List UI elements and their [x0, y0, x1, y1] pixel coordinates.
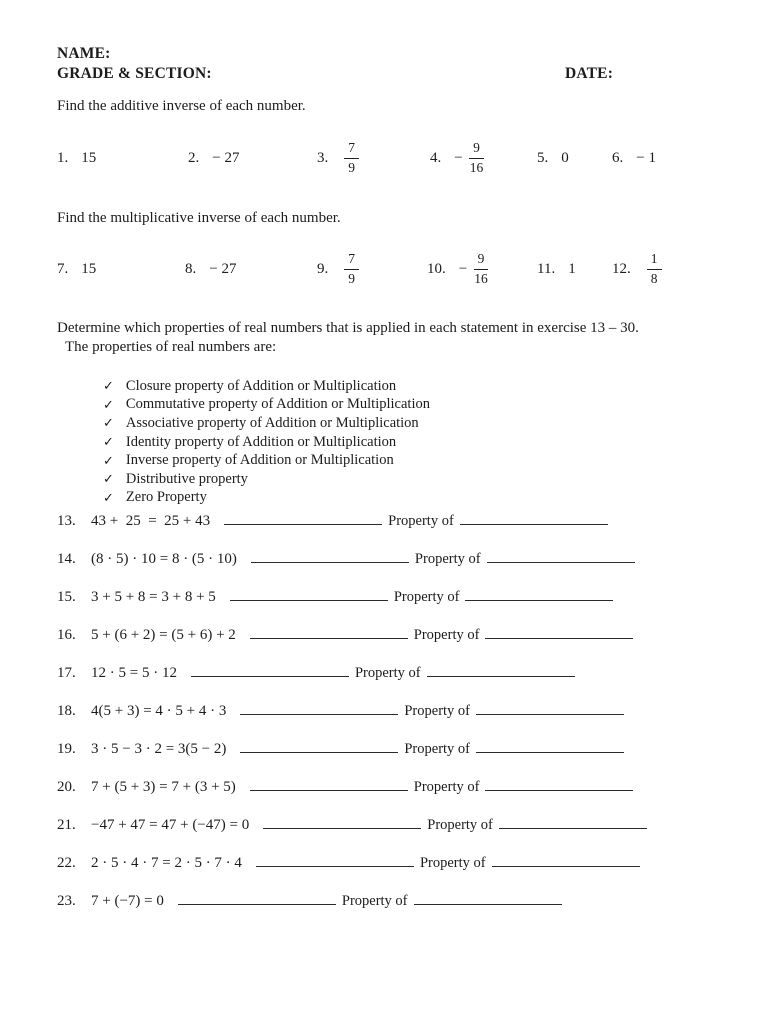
- properties-intro: [57, 319, 639, 357]
- problem-number: 10.: [427, 260, 446, 277]
- exercise-row: [57, 551, 647, 573]
- exercise-row: [57, 817, 647, 839]
- property-list: [103, 377, 430, 507]
- exercise-equation: 12 · 5 = 5 · 12: [91, 665, 177, 681]
- fraction-numerator: 9: [474, 250, 489, 269]
- problem-item: [57, 133, 96, 183]
- exercise-equation: (8 · 5) · 10 = 8 · (5 · 10): [91, 551, 237, 567]
- problem-value: 15: [81, 149, 97, 166]
- exercise-number: 17.: [57, 665, 76, 681]
- property-blank: [485, 638, 633, 639]
- problem-number: 6.: [612, 149, 624, 166]
- fraction: [459, 250, 492, 287]
- answer-blank: [224, 524, 382, 525]
- answer-blank: [250, 790, 408, 791]
- exercise-equation: 5 + (6 + 2) = (5 + 6) + 2: [91, 627, 236, 643]
- problem-value: − 1: [636, 149, 656, 166]
- checkmark-icon: ✓: [103, 396, 114, 412]
- problem-item: [57, 244, 96, 294]
- property-blank: [487, 562, 635, 563]
- problem-value: 0: [561, 149, 569, 166]
- exercise-number: 21.: [57, 817, 76, 833]
- property-of-label: Property of: [404, 703, 470, 719]
- property-list-item: [103, 377, 430, 396]
- problem-number: 5.: [537, 149, 549, 166]
- exercise-number: 13.: [57, 513, 76, 529]
- property-blank: [476, 752, 624, 753]
- property-blank: [414, 904, 562, 905]
- problem-value: 1: [568, 260, 576, 277]
- exercise-equation: 43 + 25 = 25 + 43: [91, 513, 211, 529]
- additive-problems-row: [0, 133, 768, 183]
- problem-item: [317, 133, 359, 183]
- exercise-number: 23.: [57, 893, 76, 909]
- fraction-denominator: 9: [348, 270, 355, 286]
- exercise-row: [57, 589, 647, 611]
- problem-number: 2.: [188, 149, 200, 166]
- fraction: [454, 139, 487, 176]
- fraction-denominator: 16: [474, 270, 488, 286]
- problem-number: 3.: [317, 149, 329, 166]
- fraction-denominator: 16: [469, 159, 484, 175]
- exercise-list: [57, 513, 647, 931]
- exercise-number: 16.: [57, 627, 76, 643]
- multiplicative-instruction: Find the multiplicative inverse of each number.: [57, 210, 341, 226]
- property-of-label: Property of: [419, 855, 486, 871]
- multiplicative-problems-row: [0, 244, 768, 294]
- exercise-row: [57, 513, 647, 535]
- answer-blank: [230, 600, 388, 601]
- exercise-row: [57, 855, 647, 877]
- problem-value: 15: [81, 260, 97, 277]
- exercise-number: 22.: [57, 855, 76, 871]
- exercise-equation: 3 + 5 + 8 = 3 + 8 + 5: [91, 589, 216, 605]
- exercise-row: [57, 741, 647, 763]
- exercise-equation: 2 · 5 · 4 · 7 = 2 · 5 · 7 · 4: [91, 855, 242, 871]
- exercise-row: [57, 893, 647, 915]
- fraction: [341, 139, 359, 176]
- property-of-label: Property of: [393, 589, 460, 605]
- properties-intro-line2: The properties of real numbers are:: [65, 339, 277, 355]
- problem-number: 9.: [317, 260, 329, 277]
- property-of-label: Property of: [414, 551, 481, 567]
- answer-blank: [240, 714, 398, 715]
- answer-blank: [250, 638, 408, 639]
- exercise-number: 18.: [57, 703, 76, 719]
- property-list-item: [103, 396, 430, 415]
- property-blank: [427, 676, 575, 677]
- properties-intro-line1: Determine which properties of real numbers that is applied in each statement in exercise 13 – 30.: [57, 320, 639, 336]
- checkmark-icon: ✓: [103, 378, 114, 394]
- fraction: [644, 250, 662, 287]
- exercise-equation: 7 + (5 + 3) = 7 + (3 + 5): [91, 779, 236, 795]
- problem-item: [537, 244, 576, 294]
- property-label: Inverse property of Addition or Multiplication: [125, 452, 394, 469]
- name-label: NAME:: [57, 45, 111, 62]
- answer-blank: [251, 562, 409, 563]
- date-label: DATE:: [565, 64, 614, 82]
- exercise-row: [57, 627, 647, 649]
- property-list-item: [103, 451, 430, 470]
- exercise-row: [57, 703, 647, 725]
- property-label: Closure property of Addition or Multiplication: [125, 377, 397, 394]
- checkmark-icon: ✓: [103, 434, 114, 450]
- fraction-denominator: 9: [348, 159, 355, 175]
- property-blank: [492, 866, 640, 867]
- fraction-numerator: 9: [469, 139, 484, 158]
- fraction: [341, 250, 359, 287]
- fraction-numerator: 7: [344, 139, 359, 158]
- problem-number: 8.: [185, 260, 197, 277]
- property-blank: [476, 714, 624, 715]
- exercise-number: 19.: [57, 741, 76, 757]
- fraction-numerator: 7: [344, 250, 359, 269]
- grade-section-label: GRADE & SECTION:: [57, 64, 212, 82]
- problem-item: [612, 244, 662, 294]
- exercise-equation: −47 + 47 = 47 + (−47) = 0: [91, 817, 250, 833]
- property-of-label: Property of: [413, 779, 480, 795]
- property-label: Zero Property: [125, 489, 207, 506]
- additive-instruction: Find the additive inverse of each number.: [57, 98, 306, 114]
- exercise-equation: 7 + (−7) = 0: [91, 893, 164, 909]
- fraction-denominator: 8: [650, 270, 658, 286]
- problem-number: 1.: [57, 149, 69, 166]
- checkmark-icon: ✓: [103, 489, 114, 505]
- exercise-row: [57, 665, 647, 687]
- answer-blank: [256, 866, 414, 867]
- exercise-number: 15.: [57, 589, 76, 605]
- exercise-number: 14.: [57, 551, 76, 567]
- property-of-label: Property of: [354, 665, 421, 681]
- exercise-equation: 4(5 + 3) = 4 · 5 + 4 · 3: [91, 703, 227, 719]
- exercise-number: 20.: [57, 779, 76, 795]
- property-blank: [460, 524, 608, 525]
- problem-value: − 27: [212, 149, 240, 166]
- fraction-sign: −: [454, 149, 463, 166]
- property-label: Identity property of Addition or Multiplication: [125, 433, 397, 450]
- problem-number: 7.: [57, 260, 69, 277]
- property-blank: [499, 828, 647, 829]
- property-of-label: Property of: [404, 741, 470, 757]
- fraction-numerator: 1: [647, 250, 662, 269]
- property-of-label: Property of: [341, 893, 408, 909]
- problem-item: [188, 133, 239, 183]
- problem-number: 12.: [612, 260, 631, 277]
- problem-number: 4.: [430, 149, 442, 166]
- problem-item: [537, 133, 569, 183]
- checkmark-icon: ✓: [103, 415, 114, 431]
- problem-item: [612, 133, 656, 183]
- problem-item: [427, 244, 492, 294]
- property-label: Commutative property of Addition or Multiplication: [125, 396, 430, 413]
- checkmark-icon: ✓: [103, 452, 114, 468]
- property-of-label: Property of: [388, 513, 454, 529]
- fraction-sign: −: [458, 260, 468, 277]
- exercise-equation: 3 · 5 − 3 · 2 = 3(5 − 2): [91, 741, 227, 757]
- problem-number: 11.: [537, 260, 556, 277]
- property-of-label: Property of: [413, 627, 480, 643]
- problem-item: [430, 133, 487, 183]
- property-list-item: [103, 433, 430, 452]
- header: [57, 44, 728, 83]
- property-of-label: Property of: [427, 817, 493, 833]
- answer-blank: [178, 904, 336, 905]
- property-label: Associative property of Addition or Multiplication: [125, 414, 419, 431]
- property-list-item: [103, 414, 430, 433]
- property-label: Distributive property: [125, 470, 248, 487]
- exercise-row: [57, 779, 647, 801]
- answer-blank: [240, 752, 398, 753]
- property-list-item: [103, 489, 430, 508]
- answer-blank: [191, 676, 349, 677]
- problem-value: − 27: [209, 260, 237, 277]
- answer-blank: [263, 828, 421, 829]
- checkmark-icon: ✓: [103, 471, 114, 487]
- problem-item: [317, 244, 359, 294]
- property-list-item: [103, 470, 430, 489]
- property-blank: [485, 790, 633, 791]
- problem-item: [185, 244, 236, 294]
- property-blank: [465, 600, 613, 601]
